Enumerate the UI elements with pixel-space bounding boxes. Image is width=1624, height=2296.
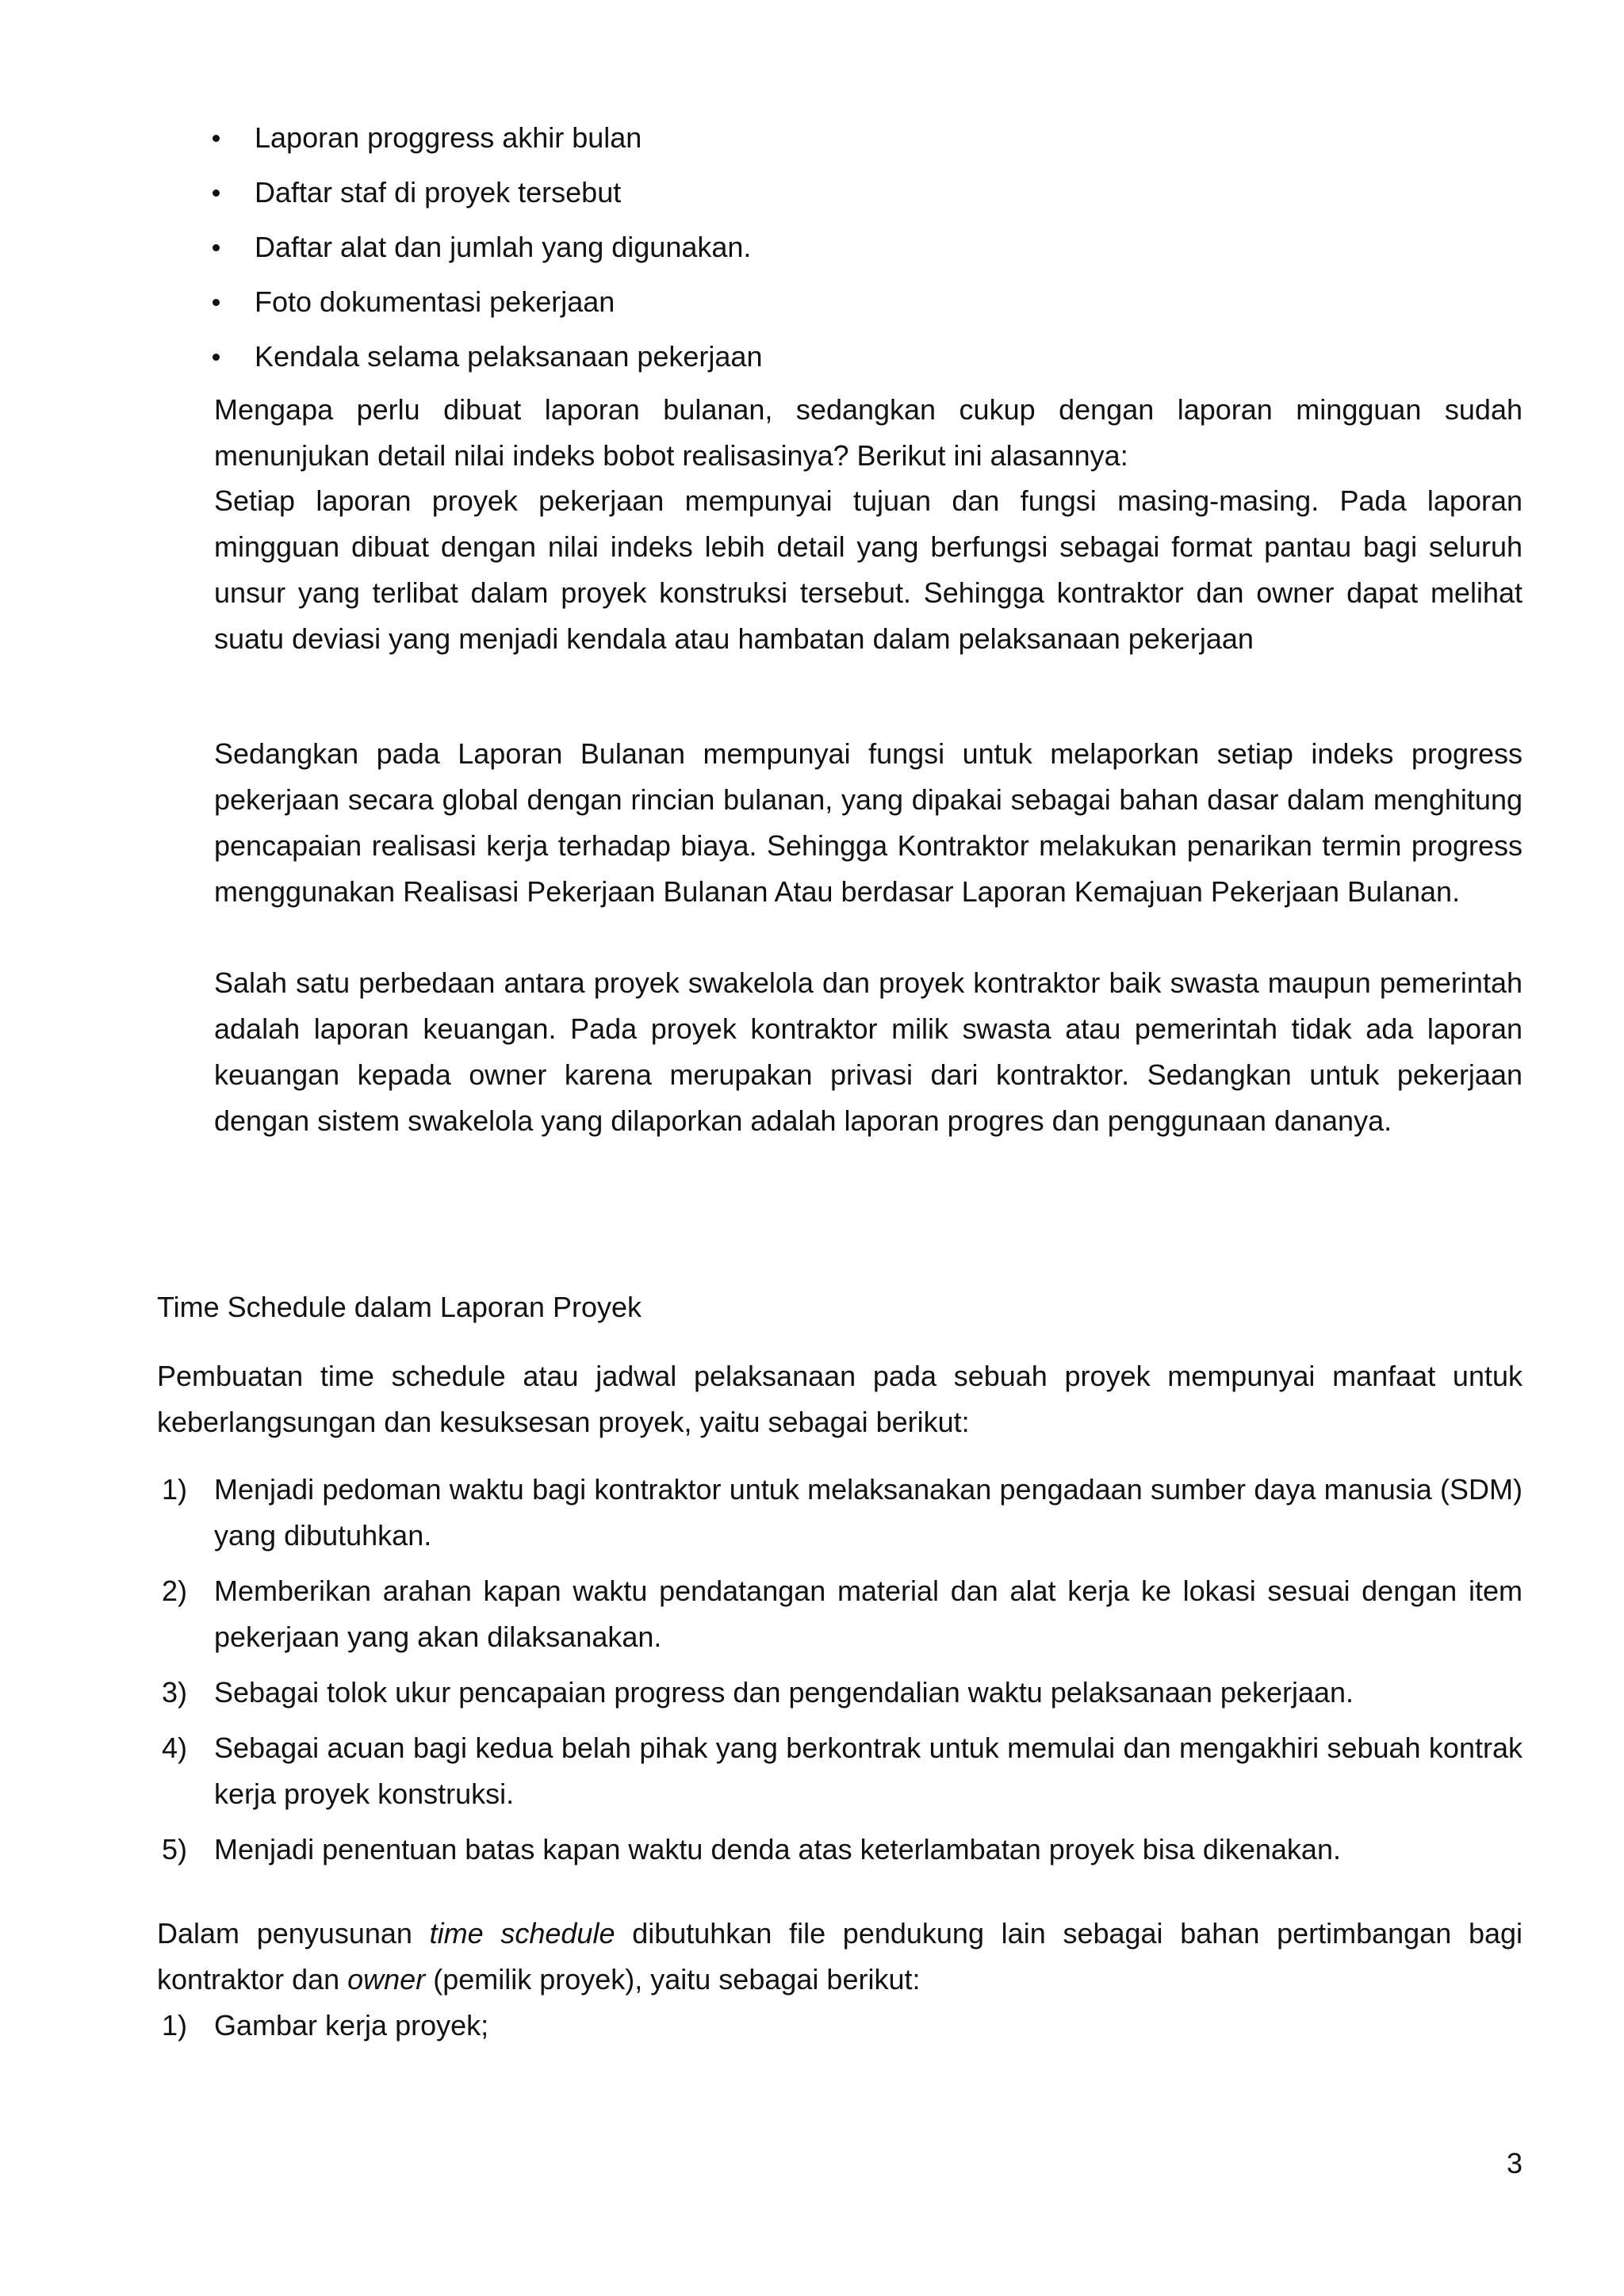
- list-item: Foto dokumentasi pekerjaan: [214, 279, 1522, 334]
- list-item: 3) Sebagai tolok ukur pencapaian progress dan pengendalian waktu pelaksanaan pekerjaan.: [162, 1676, 1354, 1709]
- benefits-list: [157, 1467, 1522, 1873]
- bullet-icon: [213, 135, 220, 142]
- list-item: 2) Memberikan arahan kapan waktu pendatangan material dan alat kerja ke lokasi sesuai dengan item pekerjaan yang akan dilaksanakan.: [162, 1575, 1522, 1653]
- list-item: 4) Sebagai acuan bagi kedua belah pihak yang berkontrak untuk memulai dan mengakhiri sebuah kontrak kerja proyek konstruksi.: [162, 1732, 1522, 1810]
- page-number: 3: [1506, 2147, 1522, 2179]
- report-contents-list: [214, 115, 1522, 388]
- bullet-icon: [213, 299, 220, 306]
- supporting-files-list: [157, 2003, 1522, 2049]
- paragraph-monthly-function: Sedangkan pada Laporan Bulanan mempunyai fungsi untuk melaporkan setiap indeks progress pekerjaan secara global dengan rincian bulanan, yang dipakai sebagai bahan dasar dalam menghitung pencapaian realisasi kerja terhadap biaya. Sehingga Kontraktor melakukan penarikan termin progress menggunakan Realisasi Pekerjaan Bulanan Atau berdasar Laporan Kemajuan Pekerjaan Bulanan.: [214, 737, 1522, 908]
- list-item: Laporan proggress akhir bulan: [214, 115, 1522, 170]
- list-item: Kendala selama pelaksanaan pekerjaan: [214, 334, 1522, 388]
- list-item: 1) Menjadi pedoman waktu bagi kontraktor untuk melaksanakan pengadaan sumber daya manusia (SDM) yang dibutuhkan.: [162, 1473, 1522, 1552]
- bullet-icon: [213, 244, 220, 251]
- bullet-icon: [213, 354, 220, 361]
- paragraph-supporting-files: Dalam penyusunan time schedule dibutuhkan file pendukung lain sebagai bahan pertimbangan bagi kontraktor dan owner (pemilik proyek), yaitu sebagai berikut:: [157, 1917, 1523, 1996]
- paragraph-monthly-question: Mengapa perlu dibuat laporan bulanan, sedangkan cukup dengan laporan mingguan sudah menunjukan detail nilai indeks bobot realisasinya? Berikut ini alasannya:: [214, 393, 1522, 472]
- paragraph-swakelola-difference: Salah satu perbedaan antara proyek swakelola dan proyek kontraktor baik swasta maupun pemerintah adalah laporan keuangan. Pada proyek kontraktor milik swasta atau pemerintah tidak ada laporan keuangan kepada owner karena merupakan privasi dari kontraktor. Sedangkan untuk pekerjaan dengan sistem swakelola yang dilaporkan adalah laporan progres dan penggunaan dananya.: [214, 966, 1522, 1137]
- section-heading: Time Schedule dalam Laporan Proyek: [157, 1291, 642, 1323]
- bullet-icon: [213, 189, 220, 197]
- list-item: 1) Gambar kerja proyek;: [162, 2009, 489, 2042]
- paragraph-report-purpose: Setiap laporan proyek pekerjaan mempunyai tujuan dan fungsi masing-masing. Pada laporan mingguan dibuat dengan nilai indeks lebih detail yang berfungsi sebagai format pantau bagi seluruh unsur yang terlibat dalam proyek konstruksi tersebut. Sehingga kontraktor dan owner dapat melihat suatu deviasi yang menjadi kendala atau hambatan dalam pelaksanaan pekerjaan: [214, 484, 1522, 655]
- list-item: Daftar staf di proyek tersebut: [214, 170, 1522, 224]
- list-item: Daftar alat dan jumlah yang digunakan.: [214, 224, 1522, 279]
- list-item: 5) Menjadi penentuan batas kapan waktu denda atas keterlambatan proyek bisa dikenakan.: [162, 1833, 1341, 1866]
- paragraph-time-schedule-intro: Pembuatan time schedule atau jadwal pelaksanaan pada sebuah proyek mempunyai manfaat untuk keberlangsungan dan kesuksesan proyek, yaitu sebagai berikut:: [157, 1360, 1522, 1438]
